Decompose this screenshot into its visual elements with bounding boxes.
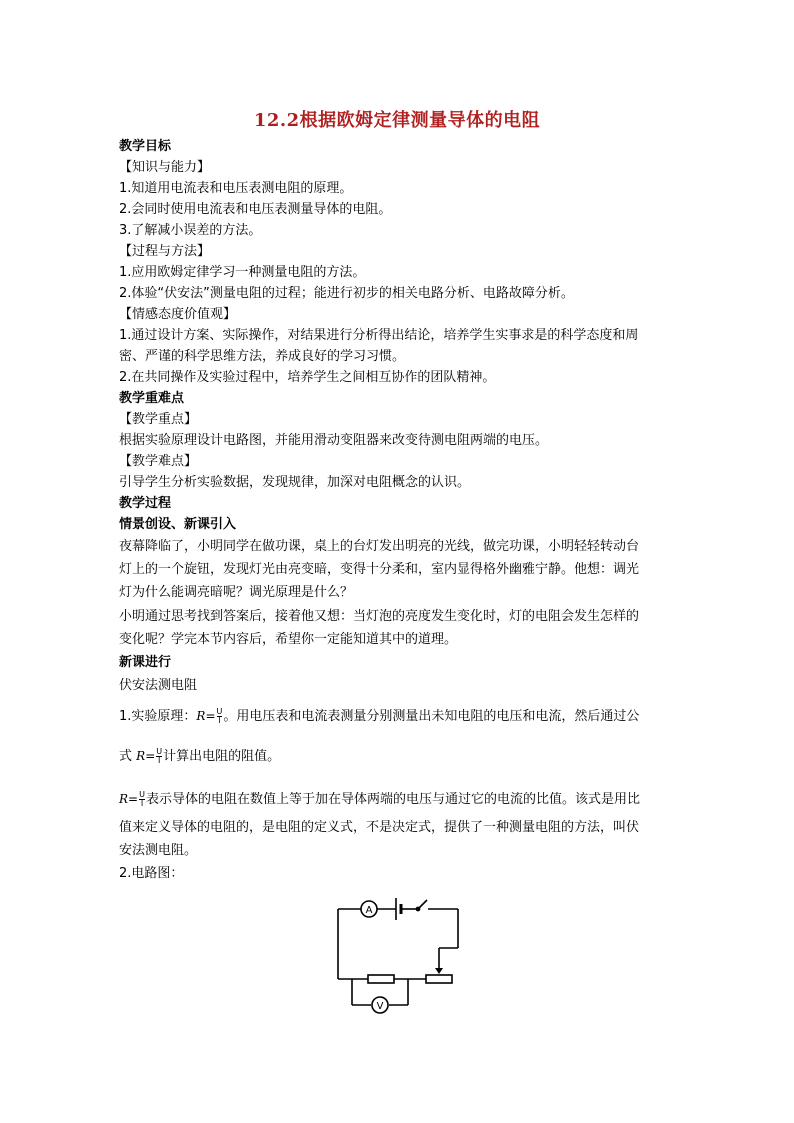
rheostat-symbol [426,975,452,983]
intro-line: 灯上的一个旋钮，发现灯光由亮变暗，变得十分柔和，室内显得格外幽雅宁静。他想：调光 [119,562,640,577]
section-heading-keypoints: 教学重难点 [119,391,185,406]
attitude-item: 密、严谨的科学思维方法，养成良好的学习习惯。 [119,349,406,364]
formula-denominator: I [218,716,221,725]
principle-suffix: 。用电压表和电流表测量分别测量出未知电阻的电压和电流，然后通过公 [223,709,640,724]
voltmeter-label: V [376,1001,384,1012]
principle-line [119,706,681,727]
circuit-diagram [330,888,470,1018]
subheading-attitude: 【情感态度价值观】 [119,307,237,322]
meaning-line: 安法测电阻。 [119,843,198,858]
meaning-suffix: 表示导体的电阻在数值上等于加在导体两端的电压与通过它的电流的比值。该式是用比 [145,792,640,807]
knowledge-item: 1.知道用电流表和电压表测电阻的原理。 [119,181,353,196]
key-text: 根据实验原理设计电路图，并能用滑动变阻器来改变待测电阻两端的电压。 [119,433,549,448]
intro-heading: 情景创设、新课引入 [119,517,237,532]
subheading-difficulty: 【教学难点】 [119,454,198,469]
formula-line [119,746,681,767]
formula-numerator: U [156,747,163,756]
formula-numerator: U [139,790,145,799]
intro-line: 变化呢？学完本节内容后，希望你一定能知道其中的道理。 [119,632,458,647]
rheostat-slider-arrow [435,968,443,974]
subheading-knowledge: 【知识与能力】 [119,160,211,175]
knowledge-item: 3.了解减小误差的方法。 [119,223,262,238]
diagram-label: 2.电路图： [119,866,184,881]
formula-numerator: U [216,707,223,716]
subheading-key: 【教学重点】 [119,412,198,427]
attitude-item: 2.在共同操作及实验过程中，培养学生之间相互协作的团队精神。 [119,370,496,385]
intro-line: 灯为什么能调亮暗呢？调光原理是什么？ [119,585,354,600]
subheading-process: 【过程与方法】 [119,244,211,259]
knowledge-item: 2.会同时使用电流表和电压表测量导体的电阻。 [119,202,392,217]
process-item: 1.应用欧姆定律学习一种测量电阻的方法。 [119,265,366,280]
page-title: 12.2根据欧姆定律测量导体的电阻 [253,110,541,131]
attitude-item: 1.通过设计方案、实际操作，对结果进行分析得出结论，培养学生实事求是的科学态度和周 [119,328,639,343]
section-heading-process: 教学过程 [119,496,172,511]
formula-fraction [139,791,145,808]
formula-denominator: I [158,756,161,765]
formula-line-suffix: 计算出电阻的阻值。 [163,749,281,764]
difficulty-text: 引导学生分析实验数据，发现规律，加深对电阻概念的认识。 [119,475,471,490]
meaning-line: 值来定义导体的电阻的，是电阻的定义式，不是决定式，提供了一种测量电阻的方法，叫伏 [119,820,640,835]
formula-line-prefix: 式 [119,749,133,764]
switch-lever [418,900,427,909]
method-subheading: 伏安法测电阻 [119,678,198,693]
formula-lhs: R= [196,709,216,723]
principle-prefix: 1.实验原理： [119,709,197,724]
formula-fraction [217,708,223,725]
ammeter-label: A [365,905,373,916]
resistor-symbol [368,975,394,983]
process-item: 2.体验“伏安法”测量电阻的过程；能进行初步的相关电路分析、电路故障分析。 [119,286,574,301]
formula-denominator: I [140,799,144,808]
new-lesson-heading: 新课进行 [119,655,172,670]
meaning-line [119,789,681,810]
intro-line: 夜幕降临了，小明同学在做功课，桌上的台灯发出明亮的光线，做完功课，小明轻轻转动台 [119,539,640,554]
section-heading-goals: 教学目标 [119,139,172,154]
formula-lhs: R= [136,749,156,763]
intro-line: 小明通过思考找到答案后，接着他又想：当灯泡的亮度发生变化时，灯的电阻会发生怎样的 [119,609,640,624]
formula-lhs: R= [119,792,139,806]
formula-fraction [156,748,162,765]
